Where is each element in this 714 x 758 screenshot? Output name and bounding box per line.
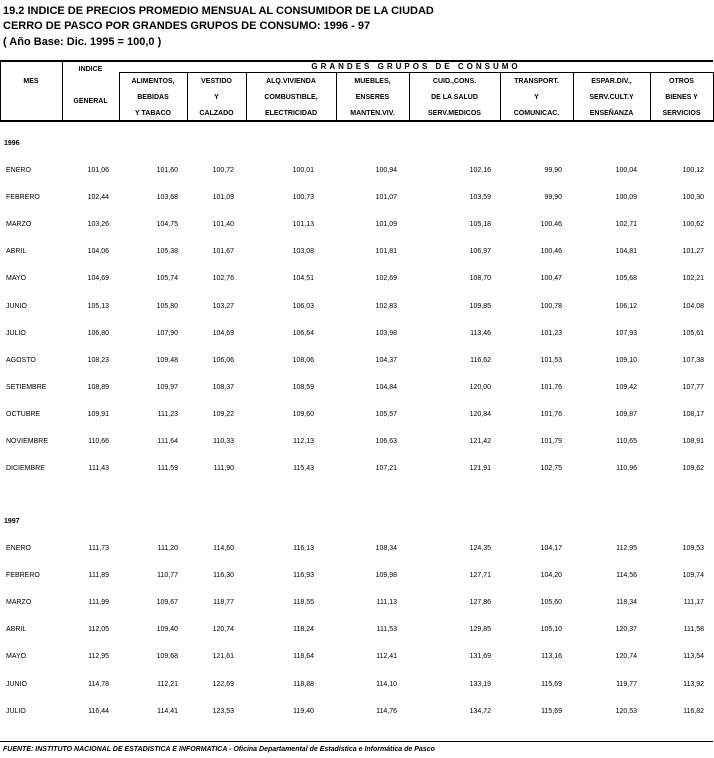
index-value: 105,10 xyxy=(540,626,562,633)
header-line: GENERAL xyxy=(73,98,108,105)
table-row xyxy=(0,438,714,450)
index-value: 110,96 xyxy=(616,465,637,472)
header-group-column xyxy=(573,74,650,122)
index-value: 113,46 xyxy=(470,330,491,337)
index-value: 103,98 xyxy=(375,330,397,337)
month-label: MAYO xyxy=(6,275,27,282)
index-value: 108,06 xyxy=(292,357,314,364)
index-value: 104,51 xyxy=(292,275,314,282)
index-value: 100,01 xyxy=(292,167,314,174)
index-value: 101,60 xyxy=(156,167,178,174)
table-subtitle: CERRO DE PASCO POR GRANDES GRUPOS DE CONSUMO: 1996 - 97 xyxy=(3,20,371,32)
index-value: 131,69 xyxy=(469,653,491,660)
table-row xyxy=(0,303,714,315)
header-column-divider xyxy=(409,72,410,122)
table-row xyxy=(0,681,714,693)
header-column-divider xyxy=(119,72,120,122)
header-line xyxy=(62,78,119,94)
header-line: TRANSPORT. xyxy=(514,78,559,85)
index-value: 109,98 xyxy=(375,572,397,579)
header-line: CALZADO xyxy=(199,110,234,117)
index-value: 111,17 xyxy=(683,599,704,606)
index-value: 109,68 xyxy=(156,653,178,660)
month-label: JULIO xyxy=(6,330,26,337)
index-value: 102,44 xyxy=(87,194,109,201)
header-group-column xyxy=(336,74,409,122)
index-value: 104,69 xyxy=(87,275,109,282)
table-row xyxy=(0,599,714,611)
index-value: 114,10 xyxy=(376,681,397,688)
index-value: 105,74 xyxy=(156,275,178,282)
table-row xyxy=(0,708,714,720)
index-value: 104,81 xyxy=(615,248,637,255)
header-line: BEBIDAS xyxy=(137,94,169,101)
table-row xyxy=(0,572,714,584)
header-group-column xyxy=(246,74,336,122)
index-value: 102,21 xyxy=(682,275,704,282)
index-value: 109,91 xyxy=(87,411,109,418)
index-value: 99,90 xyxy=(544,194,562,201)
index-value: 110,77 xyxy=(157,572,178,579)
index-value: 107,77 xyxy=(682,384,704,391)
index-value: 102,71 xyxy=(615,221,637,228)
index-value: 114,56 xyxy=(616,572,637,579)
index-value: 114,76 xyxy=(376,708,397,715)
month-label: MARZO xyxy=(6,221,32,228)
index-value: 121,42 xyxy=(469,438,491,445)
index-value: 108,91 xyxy=(682,438,704,445)
header-group-column xyxy=(409,74,500,122)
index-value: 109,48 xyxy=(156,357,178,364)
index-value: 111,89 xyxy=(88,572,109,579)
index-value: 120,74 xyxy=(212,626,234,633)
index-value: 107,38 xyxy=(682,357,704,364)
index-value: 100,09 xyxy=(615,194,637,201)
index-value: 115,69 xyxy=(541,681,562,688)
month-label: FEBRERO xyxy=(6,572,40,579)
index-value: 105,68 xyxy=(615,275,637,282)
index-value: 100,12 xyxy=(682,167,704,174)
index-value: 100,62 xyxy=(682,221,704,228)
table-row xyxy=(0,357,714,369)
header-line: Y TABACO xyxy=(135,110,171,117)
header-line: ALIMENTOS, xyxy=(131,78,175,85)
header-line: ESPAR.DIV., xyxy=(591,78,632,85)
index-value: 116,30 xyxy=(213,572,234,579)
source-note: FUENTE: INSTITUTO NACIONAL DE ESTADISTICA E INFORMATICA - Oficina Departamental de Estadística e Informática de Pasco xyxy=(3,746,435,753)
index-value: 107,90 xyxy=(156,330,178,337)
index-value: 100,46 xyxy=(540,221,562,228)
table-row xyxy=(0,248,714,260)
index-value: 112,13 xyxy=(293,438,314,445)
index-value: 111,43 xyxy=(88,465,109,472)
header-column-divider xyxy=(62,60,63,122)
index-value: 105,38 xyxy=(156,248,178,255)
index-value: 104,20 xyxy=(540,572,562,579)
header-column-divider xyxy=(650,72,651,122)
index-value: 116,82 xyxy=(683,708,704,715)
index-value: 104,08 xyxy=(682,303,704,310)
index-value: 122,69 xyxy=(212,681,234,688)
index-value: 105,60 xyxy=(540,599,562,606)
index-value: 99,90 xyxy=(544,167,562,174)
header-line: COMBUSTIBLE, xyxy=(264,94,318,101)
table-row xyxy=(0,411,714,423)
index-value: 111,73 xyxy=(88,545,109,552)
header-divider xyxy=(119,72,713,73)
header-column-divider xyxy=(573,72,574,122)
index-value: 102,69 xyxy=(375,275,397,282)
index-value: 103,26 xyxy=(87,221,109,228)
index-value: 111,59 xyxy=(157,465,178,472)
header-indice-general xyxy=(62,62,119,110)
index-value: 102,16 xyxy=(469,167,491,174)
index-value: 121,91 xyxy=(469,465,491,472)
month-label: JULIO xyxy=(6,708,26,715)
index-value: 101,23 xyxy=(540,330,562,337)
table-row xyxy=(0,465,714,477)
base-year-note: ( Año Base: Dic. 1995 = 100,0 ) xyxy=(3,36,162,48)
index-value: 110,33 xyxy=(213,438,234,445)
index-value: 100,78 xyxy=(540,303,562,310)
index-value: 124,35 xyxy=(469,545,491,552)
index-value: 109,22 xyxy=(212,411,234,418)
index-value: 101,53 xyxy=(540,357,562,364)
header-line: CUID.,CONS. xyxy=(432,78,477,85)
header-group-column xyxy=(119,74,187,122)
index-value: 101,09 xyxy=(212,194,234,201)
index-value: 118,34 xyxy=(616,599,637,606)
month-label: ENERO xyxy=(6,167,31,174)
index-value: 112,95 xyxy=(88,653,109,660)
index-value: 114,60 xyxy=(213,545,234,552)
index-value: 121,61 xyxy=(212,653,234,660)
index-value: 101,09 xyxy=(375,221,397,228)
header-column-divider xyxy=(246,72,247,122)
table-title: 19.2 INDICE DE PRECIOS PROMEDIO MENSUAL AL CONSUMIDOR DE LA CIUDAD xyxy=(3,5,434,17)
month-label: JUNIO xyxy=(6,303,27,310)
footer-divider xyxy=(0,741,713,742)
index-value: 102,83 xyxy=(375,303,397,310)
index-value: 133,19 xyxy=(469,681,491,688)
index-value: 120,37 xyxy=(615,626,637,633)
index-value: 100,94 xyxy=(375,167,397,174)
month-label: MARZO xyxy=(6,599,32,606)
table-row xyxy=(0,384,714,396)
index-value: 101,81 xyxy=(375,248,397,255)
index-value: 100,73 xyxy=(292,194,314,201)
index-value: 109,10 xyxy=(615,357,637,364)
index-value: 112,21 xyxy=(157,681,178,688)
index-value: 111,64 xyxy=(157,438,178,445)
index-value: 111,58 xyxy=(683,626,704,633)
header-column-divider xyxy=(0,60,1,122)
header-line: BIENES Y xyxy=(665,94,698,101)
month-label: FEBRERO xyxy=(6,194,40,201)
index-value: 108,23 xyxy=(87,357,109,364)
index-value: 106,97 xyxy=(469,248,491,255)
month-label: ABRIL xyxy=(6,626,27,633)
index-value: 112,05 xyxy=(88,626,109,633)
index-value: 103,27 xyxy=(212,303,234,310)
index-value: 129,85 xyxy=(469,626,491,633)
index-value: 113,16 xyxy=(541,653,562,660)
index-value: 110,65 xyxy=(616,438,637,445)
index-value: 108,59 xyxy=(292,384,314,391)
index-value: 106,12 xyxy=(615,303,637,310)
index-value: 109,74 xyxy=(682,572,704,579)
header-line: SERVICIOS xyxy=(662,110,701,117)
index-value: 107,93 xyxy=(615,330,637,337)
month-label: NOVIEMBRE xyxy=(6,438,49,445)
index-value: 104,06 xyxy=(87,248,109,255)
index-value: 105,61 xyxy=(682,330,704,337)
index-value: 111,53 xyxy=(376,626,397,633)
header-column-divider xyxy=(336,72,337,122)
index-value: 101,79 xyxy=(540,438,562,445)
index-value: 109,85 xyxy=(469,303,491,310)
index-value: 105,18 xyxy=(469,221,491,228)
index-value: 105,80 xyxy=(156,303,178,310)
index-value: 127,71 xyxy=(469,572,491,579)
index-value: 101,06 xyxy=(87,167,109,174)
index-value: 103,08 xyxy=(292,248,314,255)
index-value: 104,84 xyxy=(375,384,397,391)
index-value: 118,77 xyxy=(213,599,234,606)
index-value: 109,60 xyxy=(292,411,314,418)
index-value: 106,06 xyxy=(212,357,234,364)
month-label: SETIEMBRE xyxy=(6,384,47,391)
index-value: 115,43 xyxy=(293,465,314,472)
index-value: 120,74 xyxy=(615,653,637,660)
index-value: 127,86 xyxy=(469,599,491,606)
header-mes: MES xyxy=(23,78,39,85)
index-value: 108,70 xyxy=(469,275,491,282)
index-value: 115,69 xyxy=(541,708,562,715)
header-line: COMUNICAC. xyxy=(513,110,560,117)
index-value: 111,90 xyxy=(213,465,234,472)
header-column-divider xyxy=(500,72,501,122)
index-value: 106,64 xyxy=(292,330,314,337)
month-label: ENERO xyxy=(6,545,31,552)
header-line: MANTEN.VIV. xyxy=(350,110,395,117)
index-value: 104,37 xyxy=(375,357,397,364)
index-value: 104,17 xyxy=(540,545,562,552)
index-value: 101,07 xyxy=(375,194,397,201)
index-value: 112,95 xyxy=(616,545,637,552)
index-value: 109,53 xyxy=(682,545,704,552)
index-value: 106,63 xyxy=(375,438,397,445)
index-value: 116,44 xyxy=(88,708,109,715)
index-value: 104,75 xyxy=(156,221,178,228)
index-value: 113,92 xyxy=(683,681,704,688)
index-value: 108,37 xyxy=(212,384,234,391)
index-value: 108,34 xyxy=(375,545,397,552)
index-value: 101,40 xyxy=(212,221,234,228)
header-line: MUEBLES, xyxy=(354,78,391,85)
index-value: 105,57 xyxy=(375,411,397,418)
index-value: 106,03 xyxy=(292,303,314,310)
index-value: 109,67 xyxy=(156,599,178,606)
index-value: 110,66 xyxy=(88,438,109,445)
header-line: INDICE xyxy=(78,66,103,73)
table-row xyxy=(0,545,714,557)
month-label: OCTUBRE xyxy=(6,411,41,418)
table-row xyxy=(0,221,714,233)
index-value: 105,13 xyxy=(87,303,109,310)
index-value: 118,24 xyxy=(293,626,314,633)
index-value: 101,67 xyxy=(212,248,234,255)
index-value: 101,76 xyxy=(540,384,562,391)
index-value: 100,72 xyxy=(212,167,234,174)
index-value: 118,64 xyxy=(293,653,314,660)
month-label: AGOSTO xyxy=(6,357,36,364)
header-group-column xyxy=(187,74,246,122)
table-row xyxy=(0,653,714,665)
group-header: GRANDES GRUPOS DE CONSUMO xyxy=(311,62,521,71)
index-value: 102,75 xyxy=(540,465,562,472)
index-value: 101,27 xyxy=(682,248,704,255)
table-row xyxy=(0,167,714,179)
header-line: ELECTRICIDAD xyxy=(264,110,318,117)
header-line: ENSERES xyxy=(355,94,390,101)
header-line: Y xyxy=(214,94,219,101)
table-row xyxy=(0,194,714,206)
month-label: ABRIL xyxy=(6,248,27,255)
index-value: 109,62 xyxy=(682,465,704,472)
index-value: 101,76 xyxy=(540,411,562,418)
index-value: 100,30 xyxy=(682,194,704,201)
index-value: 103,68 xyxy=(156,194,178,201)
index-value: 100,47 xyxy=(540,275,562,282)
index-value: 123,53 xyxy=(212,708,234,715)
header-line: ALQ.VIVIENDA xyxy=(266,78,316,85)
index-value: 119,40 xyxy=(293,708,314,715)
index-value: 101,13 xyxy=(292,221,314,228)
header-line: DE LA SALUD xyxy=(431,94,478,101)
index-value: 100,04 xyxy=(615,167,637,174)
index-value: 119,77 xyxy=(616,681,637,688)
index-value: 116,93 xyxy=(293,572,314,579)
index-value: 111,99 xyxy=(88,599,109,606)
index-value: 108,89 xyxy=(87,384,109,391)
month-label: MAYO xyxy=(6,653,27,660)
table-row xyxy=(0,330,714,342)
index-value: 109,87 xyxy=(615,411,637,418)
table-row xyxy=(0,626,714,638)
header-line: OTROS xyxy=(669,78,694,85)
header-line: SERV.CULT.Y xyxy=(589,94,634,101)
year-label: 1996 xyxy=(4,140,20,147)
index-value: 116,62 xyxy=(470,357,491,364)
index-value: 111,13 xyxy=(376,599,397,606)
header-line: SERV.MEDICOS xyxy=(428,110,481,117)
index-value: 118,88 xyxy=(293,681,314,688)
index-value: 120,00 xyxy=(469,384,491,391)
index-value: 114,41 xyxy=(157,708,178,715)
index-value: 107,21 xyxy=(375,465,397,472)
header-group-column xyxy=(650,74,713,122)
header-column-divider xyxy=(187,72,188,122)
month-label: JUNIO xyxy=(6,681,27,688)
header-group-column xyxy=(500,74,573,122)
header-line: Y xyxy=(534,94,539,101)
index-value: 111,20 xyxy=(157,545,178,552)
index-value: 113,54 xyxy=(683,653,704,660)
index-value: 134,72 xyxy=(469,708,491,715)
index-value: 102,76 xyxy=(212,275,234,282)
index-value: 104,69 xyxy=(212,330,234,337)
index-value: 103,59 xyxy=(469,194,491,201)
index-value: 111,23 xyxy=(157,411,178,418)
index-value: 118,55 xyxy=(293,599,314,606)
index-value: 116,13 xyxy=(293,545,314,552)
year-label: 1997 xyxy=(4,518,20,525)
index-value: 108,17 xyxy=(682,411,704,418)
index-value: 120,84 xyxy=(469,411,491,418)
index-value: 109,97 xyxy=(156,384,178,391)
index-value: 100,46 xyxy=(540,248,562,255)
index-value: 112,41 xyxy=(376,653,397,660)
index-value: 109,40 xyxy=(156,626,178,633)
table-row xyxy=(0,275,714,287)
index-value: 109,42 xyxy=(615,384,637,391)
header-line: VESTIDO xyxy=(201,78,232,85)
index-value: 120,53 xyxy=(615,708,637,715)
index-value: 106,80 xyxy=(87,330,109,337)
header-line: ENSEÑANZA xyxy=(589,110,634,117)
index-value: 114,78 xyxy=(88,681,109,688)
month-label: DICIEMBRE xyxy=(6,465,45,472)
